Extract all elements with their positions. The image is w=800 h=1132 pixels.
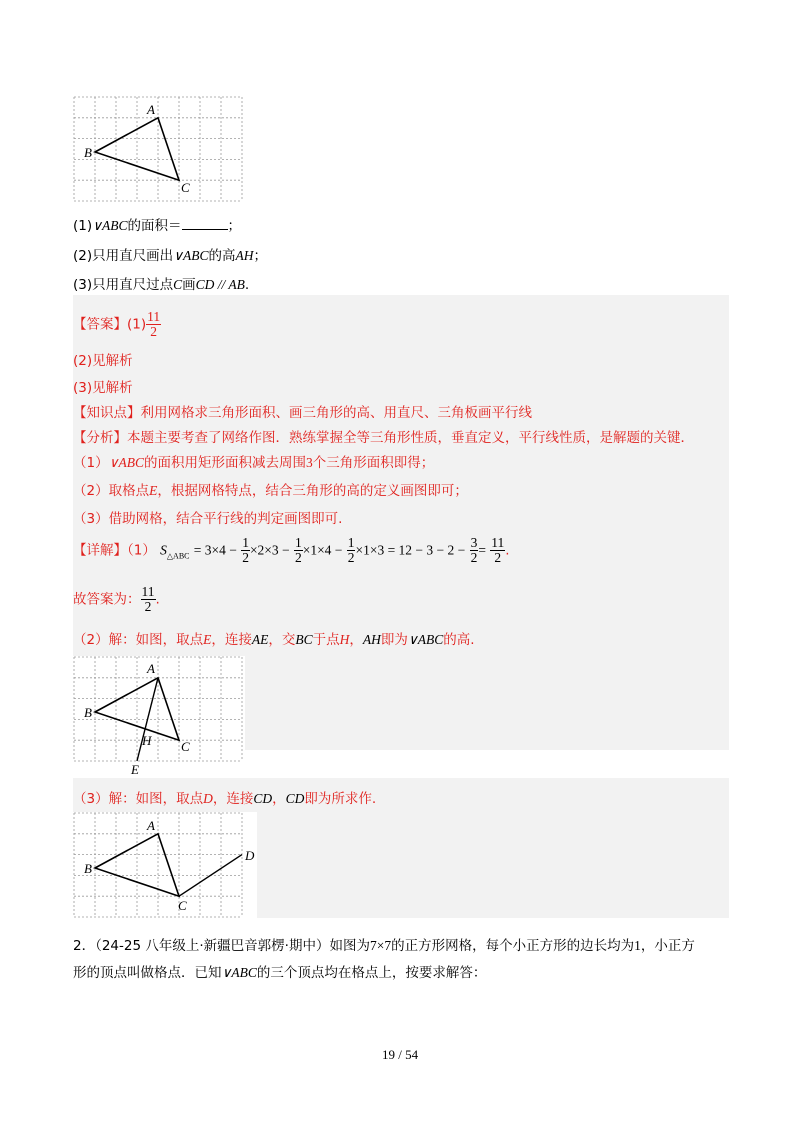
vertex-c-label: C [181, 739, 190, 754]
question-2-intro-line-2: 形的顶点叫做格点．已知∨ABC的三个顶点均在格点上，按要求解答： [73, 965, 487, 981]
fraction-three-halves: $\frac{3}{2}$ [470, 535, 478, 566]
detail-equation: 【详解】（1） $S_{\triangle ABC} = 3\times 4$ − $\frac{1}{2}$ ×2×3 − $\frac{1}{2}$ ×1×4 − $\frac{1}{2}$ ×1×3 = 12 − 3 − 2 − $\frac{3}{2}$ = $\frac{11}{2}$ . [73, 535, 510, 566]
figure-3-grid-parallel [73, 812, 257, 918]
answer-fraction: $\frac{11}{2}$ [147, 309, 161, 340]
answer-blank [182, 216, 228, 230]
page-number: 19 / 54 [381, 1047, 419, 1062]
answer-line: 【答案】(1) $\frac{11}{2}$ [73, 309, 161, 340]
vertex-c-label: C [181, 180, 190, 195]
question-2-intro-line-1: 2．（24-25 八年级上·新疆巴音郭楞·期中）如图为7×7的正方形网格，每个小正方形的边长均为1，小正方 [73, 938, 695, 954]
vertex-b-label: B [84, 705, 92, 720]
so-answer: 故答案为： $\frac{11}{2}$ . [73, 584, 160, 615]
answer-part-3: (3)见解析 [73, 380, 133, 396]
question-3: (3)只用直尺过点C画CD // AB. [73, 277, 250, 293]
so-answer-fraction: $\frac{11}{2}$ [141, 584, 155, 615]
fraction-half-2: $\frac{1}{2}$ [294, 535, 302, 566]
vertex-b-label: B [84, 145, 92, 160]
question-1: (1)∨ABC的面积＝ ； [73, 218, 242, 234]
solution-part-2: （2）解：如图，取点E，连接AE，交BC于点H，AH即为∨ABC的高. [73, 632, 475, 648]
answer-part-2: (2)见解析 [73, 353, 133, 369]
point-e-label: E [131, 762, 139, 777]
vertex-c-label: C [178, 898, 187, 913]
fraction-result: $\frac{11}{2}$ [491, 535, 505, 566]
figure-2-grid-altitude [73, 656, 245, 778]
figure-1-grid-triangle [73, 96, 243, 202]
question-2: (2)只用直尺画出∨ABC的高AH； [73, 248, 268, 264]
knowledge-point: 【知识点】利用网格求三角形面积、画三角形的高、用直尺、三角板画平行线 [73, 405, 532, 421]
point-d-label: D [245, 848, 255, 863]
analysis-item-1: （1）∨ABC的面积用矩形面积减去周围3个三角形面积即得； [73, 455, 435, 471]
fraction-half-1: $\frac{1}{2}$ [242, 535, 249, 566]
point-h-label: H [142, 733, 152, 748]
solution-part-3: （3）解：如图，取点D，连接CD，CD即为所求作. [73, 791, 377, 807]
vertex-a-label: A [147, 661, 155, 676]
analysis-item-3: （3）借助网格，结合平行线的判定画图即可. [73, 511, 343, 527]
vertex-a-label: A [147, 102, 155, 117]
fraction-half-3: $\frac{1}{2}$ [347, 535, 355, 566]
vertex-b-label: B [84, 861, 92, 876]
analysis-heading: 【分析】本题主要考查了网络作图．熟练掌握全等三角形性质，垂直定义，平行线性质，是解题的关键． [73, 430, 694, 446]
vertex-a-label: A [147, 818, 155, 833]
analysis-item-2: （2）取格点E，根据网格特点，结合三角形的高的定义画图即可； [73, 483, 468, 499]
